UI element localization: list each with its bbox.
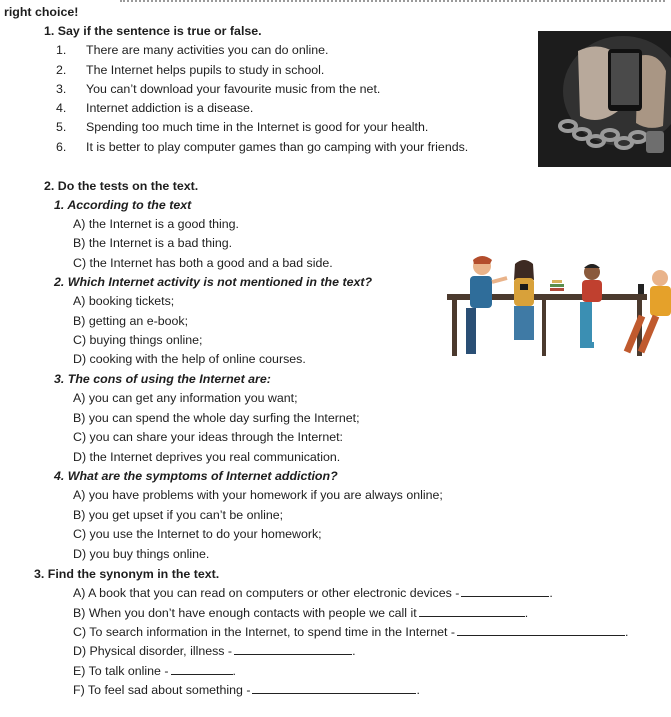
- answer-option[interactable]: D) cooking with the help of online courses.: [73, 352, 306, 366]
- sentence-end: .: [524, 606, 529, 620]
- synonym-item: [73, 644, 356, 659]
- answer-blank[interactable]: [252, 683, 416, 694]
- statement-text: Spending too much time in the Internet is good for your health.: [86, 120, 429, 134]
- answer-option[interactable]: A) booking tickets;: [73, 294, 175, 308]
- statement-number: 3.: [56, 82, 67, 96]
- synonym-item: [73, 586, 553, 601]
- answer-option[interactable]: C) you can share your ideas through the Internet:: [73, 430, 343, 444]
- answer-option[interactable]: B) you get upset if you can’t be online;: [73, 508, 284, 522]
- statement-text: Internet addiction is a disease.: [86, 101, 254, 115]
- synonym-prompt: C) To search information in the Internet, to spend time in the Internet -: [73, 625, 456, 639]
- answer-option[interactable]: B) the Internet is a bad thing.: [73, 236, 233, 250]
- answer-option[interactable]: D) the Internet deprives you real communication.: [73, 450, 341, 464]
- answer-option[interactable]: A) you have problems with your homework if you are always online;: [73, 488, 443, 502]
- answer-blank[interactable]: [234, 644, 352, 655]
- statement-number: 6.: [56, 140, 67, 154]
- statement-number: 1.: [56, 43, 67, 57]
- statement-item: [56, 63, 324, 78]
- synonym-item: [73, 664, 236, 679]
- task3-title: 3. Find the synonym in the text.: [34, 567, 220, 581]
- statement-number: 5.: [56, 120, 67, 134]
- answer-blank[interactable]: [419, 606, 525, 617]
- test-question: 2. Which Internet activity is not mentioned in the text?: [54, 275, 373, 289]
- sentence-end: .: [232, 664, 236, 678]
- statement-item: [56, 82, 380, 97]
- statement-item: [56, 140, 468, 155]
- synonym-prompt: D) Physical disorder, illness -: [73, 644, 233, 658]
- header-fragment: right choice!: [4, 5, 79, 19]
- sentence-end: .: [549, 586, 553, 600]
- task2-title: 2. Do the tests on the text.: [44, 179, 199, 193]
- synonym-prompt: A) A book that you can read on computers or other electronic devices -: [73, 586, 460, 600]
- answer-option[interactable]: A) you can get any information you want;: [73, 391, 298, 405]
- statement-text: There are many activities you can do online.: [86, 43, 329, 57]
- synonym-prompt: E) To talk online -: [73, 664, 169, 678]
- sentence-end: .: [352, 644, 356, 658]
- statement-text: The Internet helps pupils to study in school.: [86, 63, 325, 77]
- task1-title: 1. Say if the sentence is true or false.: [44, 24, 262, 38]
- statement-item: [56, 120, 428, 135]
- people-using-phones-image: [442, 254, 671, 360]
- answer-option[interactable]: C) buying things online;: [73, 333, 203, 347]
- answer-blank[interactable]: [461, 586, 549, 597]
- synonym-item: [73, 625, 628, 640]
- statement-number: 2.: [56, 63, 67, 77]
- top-dotted-line: [120, 0, 665, 4]
- answer-option[interactable]: B) you can spend the whole day surfing the Internet;: [73, 411, 360, 425]
- synonym-prompt: F) To feel sad about something -: [73, 683, 251, 697]
- internet-addiction-image: [538, 31, 671, 167]
- statement-item: [56, 101, 253, 116]
- synonym-item: [73, 606, 528, 621]
- statement-number: 4.: [56, 101, 67, 115]
- synonym-item: [73, 683, 420, 698]
- test-question: 3. The cons of using the Internet are:: [54, 372, 271, 386]
- statement-text: You can’t download your favourite music from the net.: [86, 82, 381, 96]
- sentence-end: .: [416, 683, 420, 697]
- statement-item: [56, 43, 328, 58]
- test-question: 1. According to the text: [54, 198, 192, 212]
- answer-option[interactable]: A) the Internet is a good thing.: [73, 217, 240, 231]
- statement-text: It is better to play computer games than go camping with your friends.: [86, 140, 469, 154]
- test-question: 4. What are the symptoms of Internet addiction?: [54, 469, 338, 483]
- answer-option[interactable]: C) you use the Internet to do your homework;: [73, 527, 322, 541]
- answer-option[interactable]: C) the Internet has both a good and a bad side.: [73, 256, 333, 270]
- synonym-prompt: B) When you don’t have enough contacts with people we call it: [73, 606, 417, 620]
- sentence-end: .: [625, 625, 629, 639]
- answer-option[interactable]: D) you buy things online.: [73, 547, 210, 561]
- answer-blank[interactable]: [457, 625, 625, 636]
- answer-option[interactable]: B) getting an e-book;: [73, 314, 189, 328]
- answer-blank[interactable]: [171, 664, 233, 675]
